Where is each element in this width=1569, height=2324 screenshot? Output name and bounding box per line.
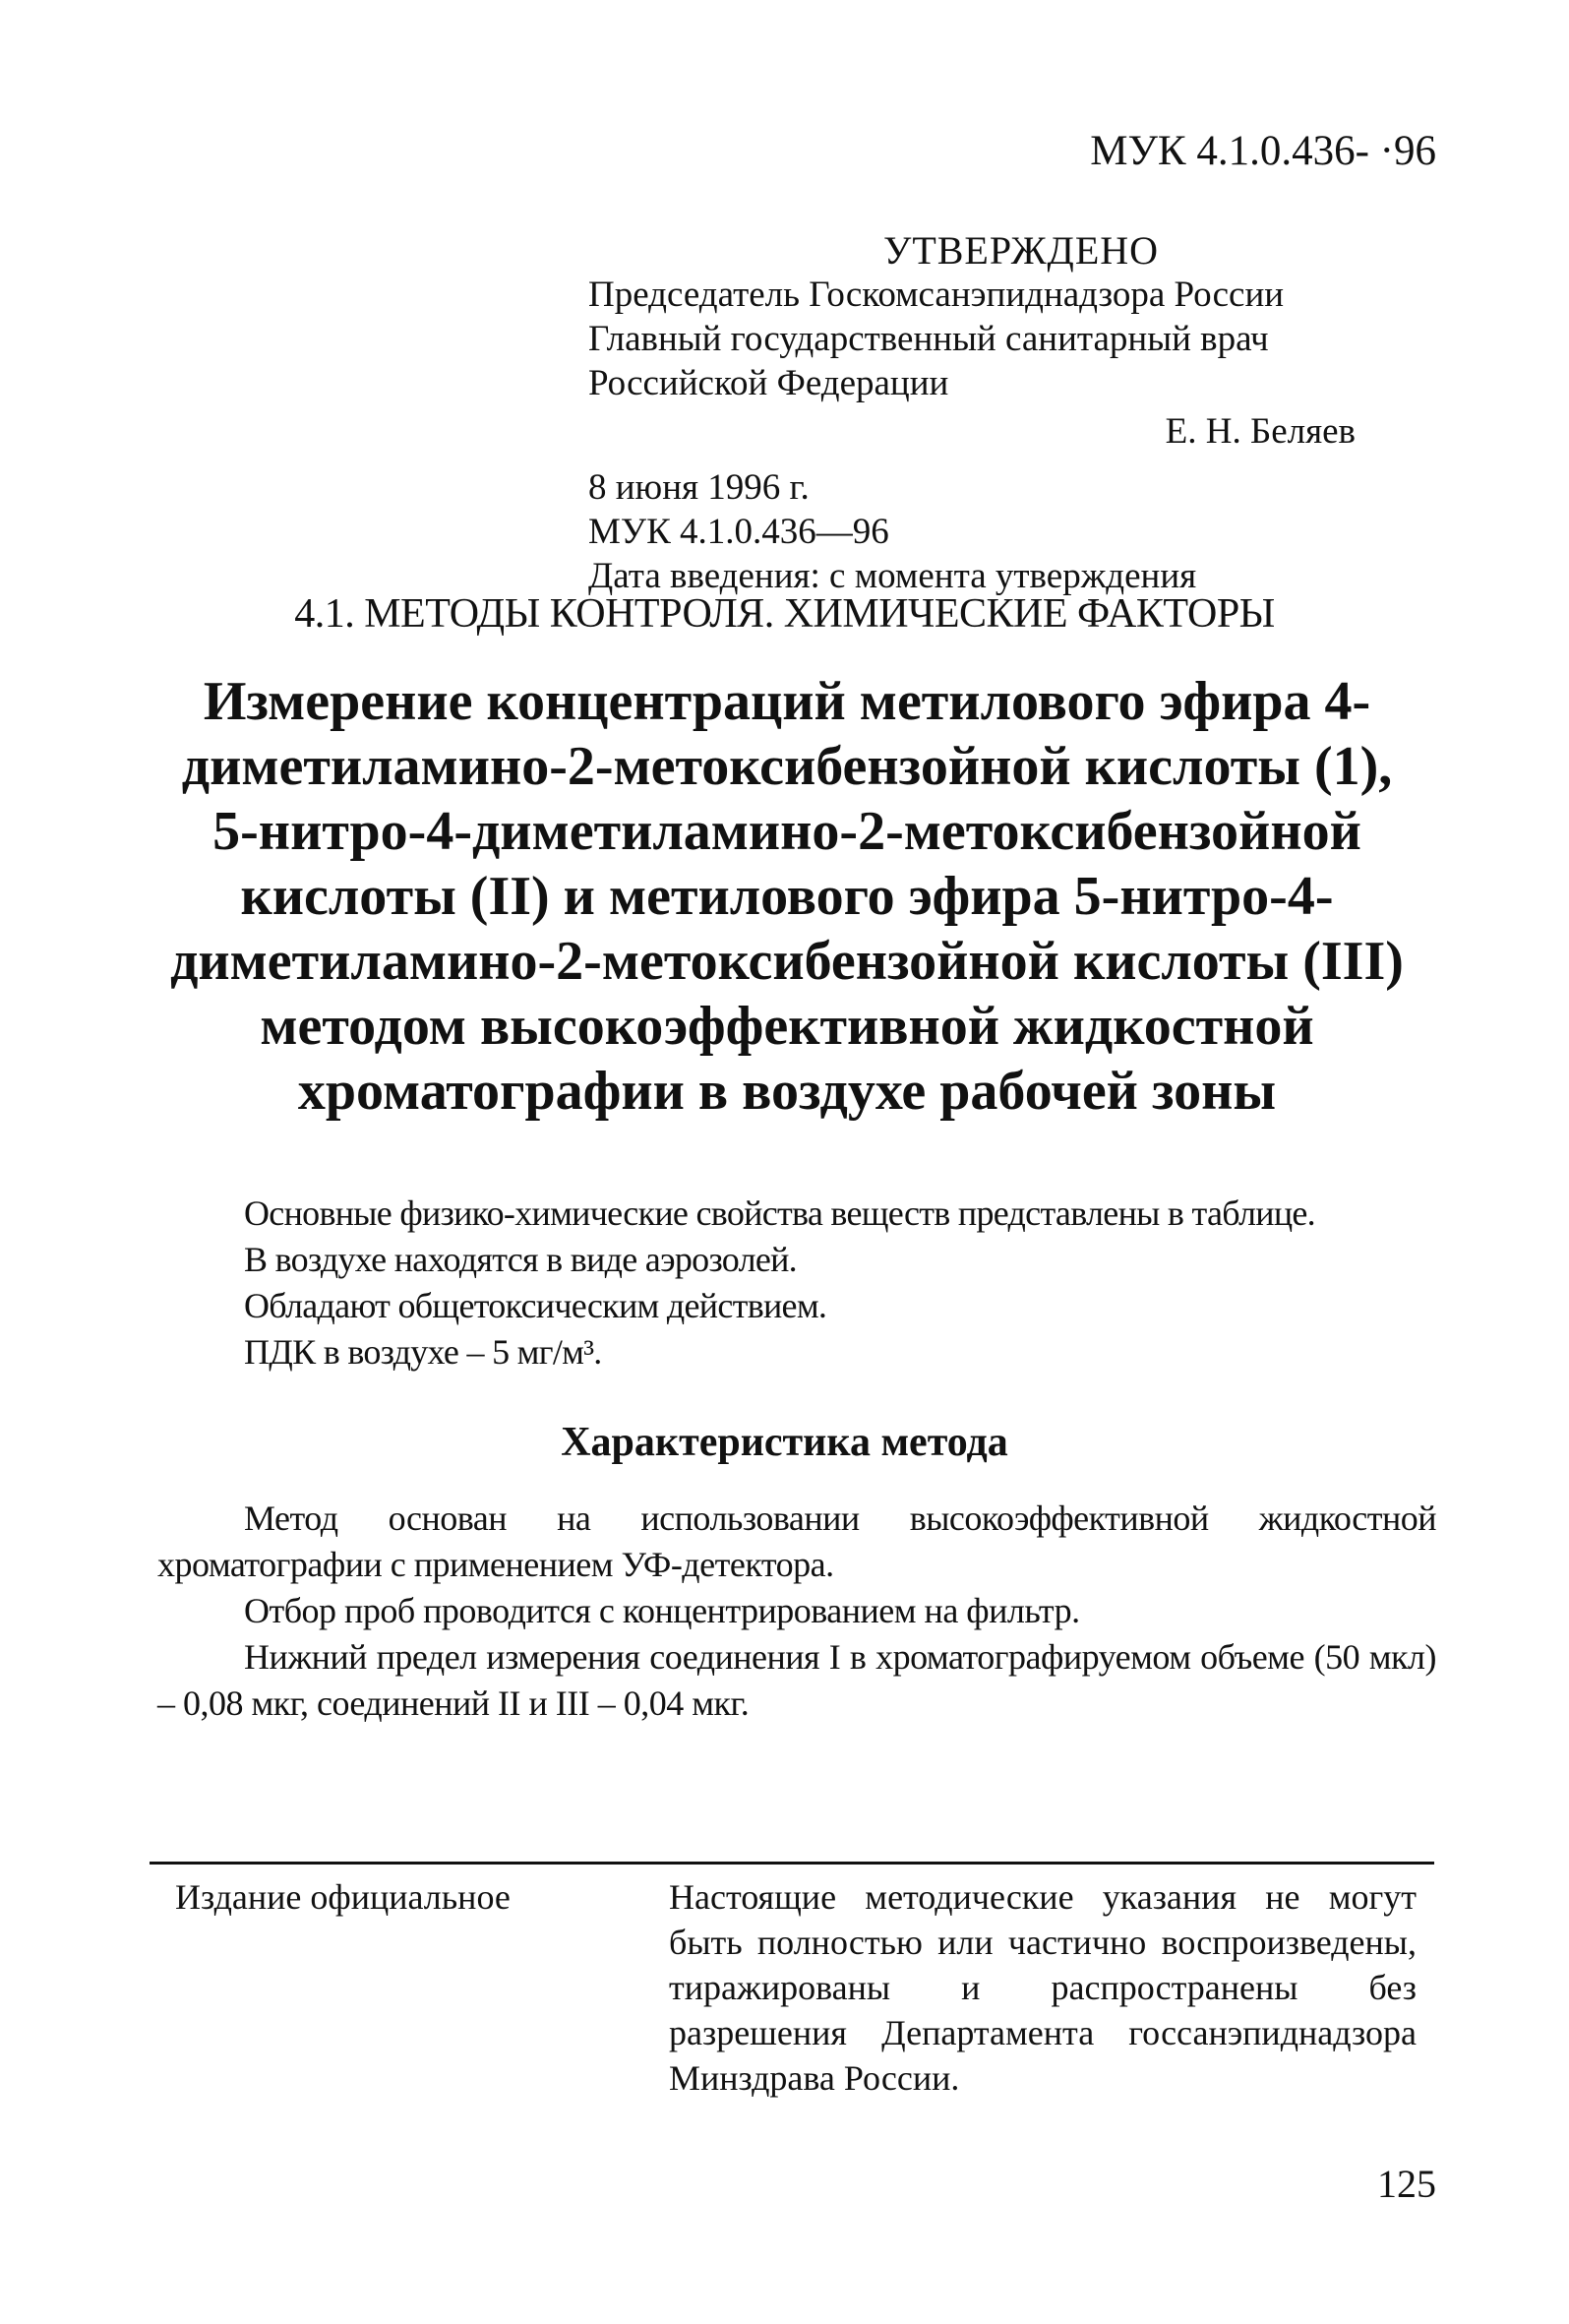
approval-signatory: Е. Н. Беляев xyxy=(1165,411,1356,452)
footer-divider xyxy=(150,1862,1434,1865)
approval-position-line: Председатель Госкомсанэпиднадзора России xyxy=(588,275,1285,315)
approval-date: 8 июня 1996 г. xyxy=(588,467,810,508)
approval-effective-date: Дата введения: с момента утверждения xyxy=(588,556,1197,596)
approval-position-line: Российской Федерации xyxy=(588,363,949,403)
intro-paragraphs xyxy=(244,1191,1474,1376)
method-paragraph: Метод основан на использовании высокоэффективной жидкостной хроматографии с применением УФ-детектора. xyxy=(157,1498,1436,1584)
title-line: диметиламино-2-метоксибензойной кислоты (1), xyxy=(181,736,1393,797)
footer-copyright-notice: Настоящие методические указания не могут быть полностью или частично воспроизведены, тиражированы и распространены без разрешения Департамента госсанэпиднадзора Минздрава России. xyxy=(669,1877,1417,2098)
page-number: 125 xyxy=(1377,2162,1436,2206)
title-line: 5-нитро-4-диметиламино-2-метоксибензойной xyxy=(212,801,1361,862)
method-paragraph: Отбор проб проводится с концентрированием на фильтр. xyxy=(244,1591,1080,1630)
title-line: Измерение концентраций метилового эфира 4- xyxy=(203,671,1371,732)
method-heading: Характеристика метода xyxy=(561,1420,1008,1465)
footer-official-edition: Издание официальное xyxy=(175,1877,511,1917)
intro-line: Обладают общетоксическим действием. xyxy=(244,1286,827,1325)
method-paragraph: Нижний предел измерения соединения I в хроматографируемом объеме (50 мкл) – 0,08 мкг, соединений II и III – 0,04 мкг. xyxy=(157,1637,1436,1723)
intro-line: Основные физико-химические свойства веществ представлены в таблице. xyxy=(244,1193,1315,1233)
approval-block xyxy=(588,228,1356,598)
title-line: методом высокоэффективной жидкостной xyxy=(260,996,1314,1057)
method-paragraphs xyxy=(157,1496,1436,1727)
approval-doc-number: МУК 4.1.0.436—96 xyxy=(588,512,889,552)
title-line: диметиламино-2-метоксибензойной кислоты (III) xyxy=(170,931,1404,992)
document-title xyxy=(148,669,1426,1124)
intro-line: В воздухе находятся в виде аэрозолей. xyxy=(244,1240,797,1279)
document-code: МУК 4.1.0.436- ·96 xyxy=(1090,128,1436,174)
title-line: хроматографии в воздухе рабочей зоны xyxy=(297,1061,1277,1122)
section-heading: 4.1. МЕТОДЫ КОНТРОЛЯ. ХИМИЧЕСКИЕ ФАКТОРЫ xyxy=(294,591,1275,637)
title-line: кислоты (II) и метилового эфира 5-нитро-4- xyxy=(240,866,1334,927)
approval-position-line: Главный государственный санитарный врач xyxy=(588,319,1269,359)
approval-title: УТВЕРЖДЕНО xyxy=(883,228,1160,273)
intro-line: ПДК в воздухе – 5 мг/м³. xyxy=(244,1332,602,1372)
